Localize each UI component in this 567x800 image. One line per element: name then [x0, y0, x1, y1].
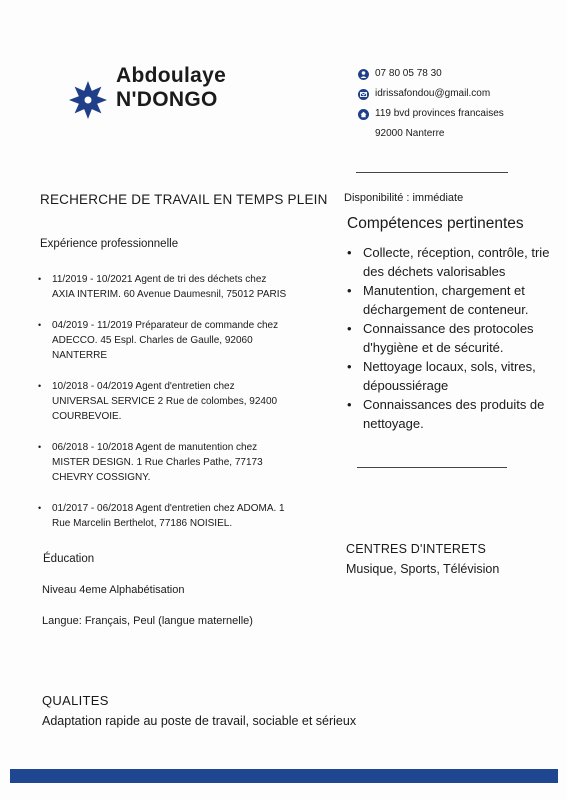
interests-text: Musique, Sports, Télévision: [346, 562, 500, 576]
competences-list: [346, 243, 558, 433]
footer-bar: [10, 769, 558, 783]
experience-item: [38, 318, 338, 363]
experience-title: Expérience professionnelle: [40, 238, 179, 250]
qualities-text: Adaptation rapide au poste de travail, sociable et sérieux: [42, 714, 357, 728]
address-line1: 119 bvd provinces francaises: [375, 108, 504, 119]
experience-item: [38, 272, 338, 302]
experience-line: MISTER DESIGN. 1 Rue Charles Pathe, 77173: [52, 457, 263, 468]
phone-number: 07 80 05 78 30: [375, 68, 442, 79]
last-name: N'DONGO: [116, 88, 218, 111]
competences-title: Compétences pertinentes: [347, 215, 524, 232]
experience-list: [38, 272, 338, 547]
competence-item: • Connaissances des produits de nettoyage.: [346, 395, 558, 433]
experience-line: AXIA INTERIM. 60 Avenue Daumesnil, 75012 PARIS: [52, 289, 287, 300]
education-title: Éducation: [43, 553, 95, 565]
contact-address-row-2: [358, 124, 504, 144]
star-flower-icon: [68, 80, 108, 120]
experience-line: NANTERRE: [52, 350, 108, 361]
experience-item: [38, 440, 338, 485]
first-name: Abdoulaye: [116, 64, 227, 87]
experience-line: ADECCO. 45 Espl. Charles de Gaulle, 92060: [52, 335, 253, 346]
contact-email-row: [358, 84, 504, 104]
email-icon: [358, 89, 369, 100]
experience-line: Rue Marcelin Berthelot, 77186 NOISIEL.: [52, 518, 233, 529]
qualities-title: QUALITES: [42, 693, 109, 708]
languages: Langue: Français, Peul (langue maternelle): [42, 615, 253, 627]
availability: Disponibilité : immédiate: [344, 192, 464, 204]
candidate-name: [116, 64, 226, 112]
experience-line: • 04/2019 - 11/2019 Préparateur de commande chez: [52, 320, 279, 331]
experience-line: • 11/2019 - 10/2021 Agent de tri des déchets chez: [52, 274, 267, 285]
experience-line: UNIVERSAL SERVICE 2 Rue de colombes, 92400: [52, 396, 278, 407]
person-icon: [358, 69, 369, 80]
experience-line: • 06/2018 - 10/2018 Agent de manutention chez: [52, 442, 258, 453]
address-line2: 92000 Nanterre: [375, 128, 445, 139]
job-objective: RECHERCHE DE TRAVAIL EN TEMPS PLEIN: [40, 192, 328, 207]
contact-block: [358, 64, 504, 144]
experience-item: [38, 379, 338, 424]
interests-title: CENTRES D'INTERETS: [346, 542, 487, 556]
experience-item: [38, 501, 338, 531]
contact-address-row: [358, 104, 504, 124]
contact-phone-row: [358, 64, 504, 84]
experience-line: • 10/2018 - 04/2019 Agent d'entretien chez: [52, 381, 235, 392]
contact-divider: [356, 172, 508, 173]
experience-line: CHEVRY COSSIGNY.: [52, 472, 151, 483]
competence-item: • Connaissance des protocoles d'hygiène et de sécurité.: [346, 319, 558, 357]
competence-item: • Collecte, réception, contrôle, trie des déchets valorisables: [346, 243, 558, 281]
email-address: idrissafondou@gmail.com: [375, 88, 491, 99]
home-icon: [358, 109, 369, 120]
competences-divider: [357, 467, 507, 468]
experience-line: COURBEVOIE.: [52, 411, 122, 422]
competence-item: • Manutention, chargement et déchargement de conteneur.: [346, 281, 558, 319]
experience-line: • 01/2017 - 06/2018 Agent d'entretien chez ADOMA. 1: [52, 503, 285, 514]
education-level: Niveau 4eme Alphabétisation: [42, 584, 185, 596]
competence-item: • Nettoyage locaux, sols, vitres, dépoussiérage: [346, 357, 558, 395]
